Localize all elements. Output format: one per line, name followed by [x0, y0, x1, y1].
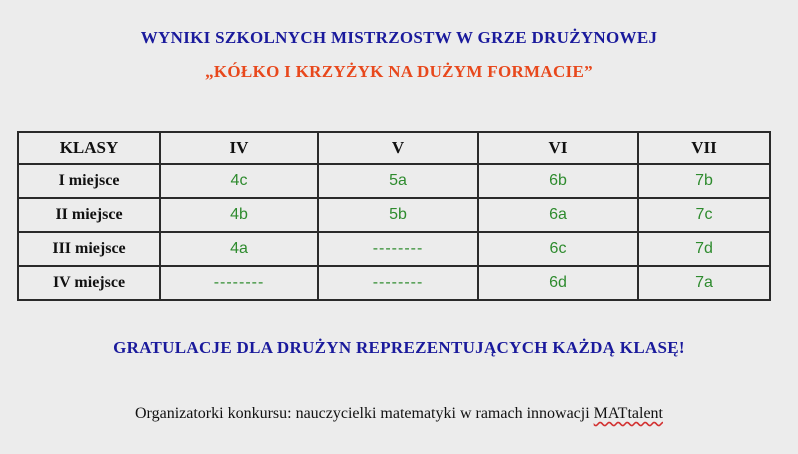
table-cell: 5b [318, 198, 478, 232]
table-cell: 7b [638, 164, 770, 198]
column-header-vii: VII [638, 132, 770, 164]
table-header-row [18, 132, 770, 164]
table-cell: 6d [478, 266, 638, 300]
column-header-vi: VI [478, 132, 638, 164]
table-row [18, 198, 770, 232]
congratulations-message: GRATULACJE DLA DRUŻYN REPREZENTUJĄCYCH KAŻDĄ KLASĘ! [113, 338, 685, 357]
table-cell: 7d [638, 232, 770, 266]
table-cell-empty: -------- [318, 232, 478, 266]
table-cell: 4a [160, 232, 318, 266]
page-title: WYNIKI SZKOLNYCH MISTRZOSTW W GRZE DRUŻYNOWEJ [140, 28, 658, 47]
column-header-classes: KLASY [18, 132, 160, 164]
column-header-v: V [318, 132, 478, 164]
table-cell-empty: -------- [318, 266, 478, 300]
organizers-text: Organizatorki konkursu: nauczycielki matematyki w ramach innowacji [135, 405, 594, 422]
table-cell-empty: -------- [160, 266, 318, 300]
organizers-note [0, 405, 798, 423]
table-cell: 6a [478, 198, 638, 232]
column-header-iv: IV [160, 132, 318, 164]
table-cell: 6b [478, 164, 638, 198]
table-cell: 7c [638, 198, 770, 232]
row-label: I miejsce [18, 164, 160, 198]
table-cell: 4c [160, 164, 318, 198]
table-row [18, 164, 770, 198]
table-cell: 5a [318, 164, 478, 198]
table-cell: 6c [478, 232, 638, 266]
table-cell: 7a [638, 266, 770, 300]
table-cell: 4b [160, 198, 318, 232]
table-row [18, 266, 770, 300]
row-label: III miejsce [18, 232, 160, 266]
table-row [18, 232, 770, 266]
results-table [17, 131, 771, 301]
brand-name: MATtalent [593, 405, 663, 422]
page-subtitle: „KÓŁKO I KRZYŻYK NA DUŻYM FORMACIE” [205, 62, 593, 81]
row-label: II miejsce [18, 198, 160, 232]
row-label: IV miejsce [18, 266, 160, 300]
